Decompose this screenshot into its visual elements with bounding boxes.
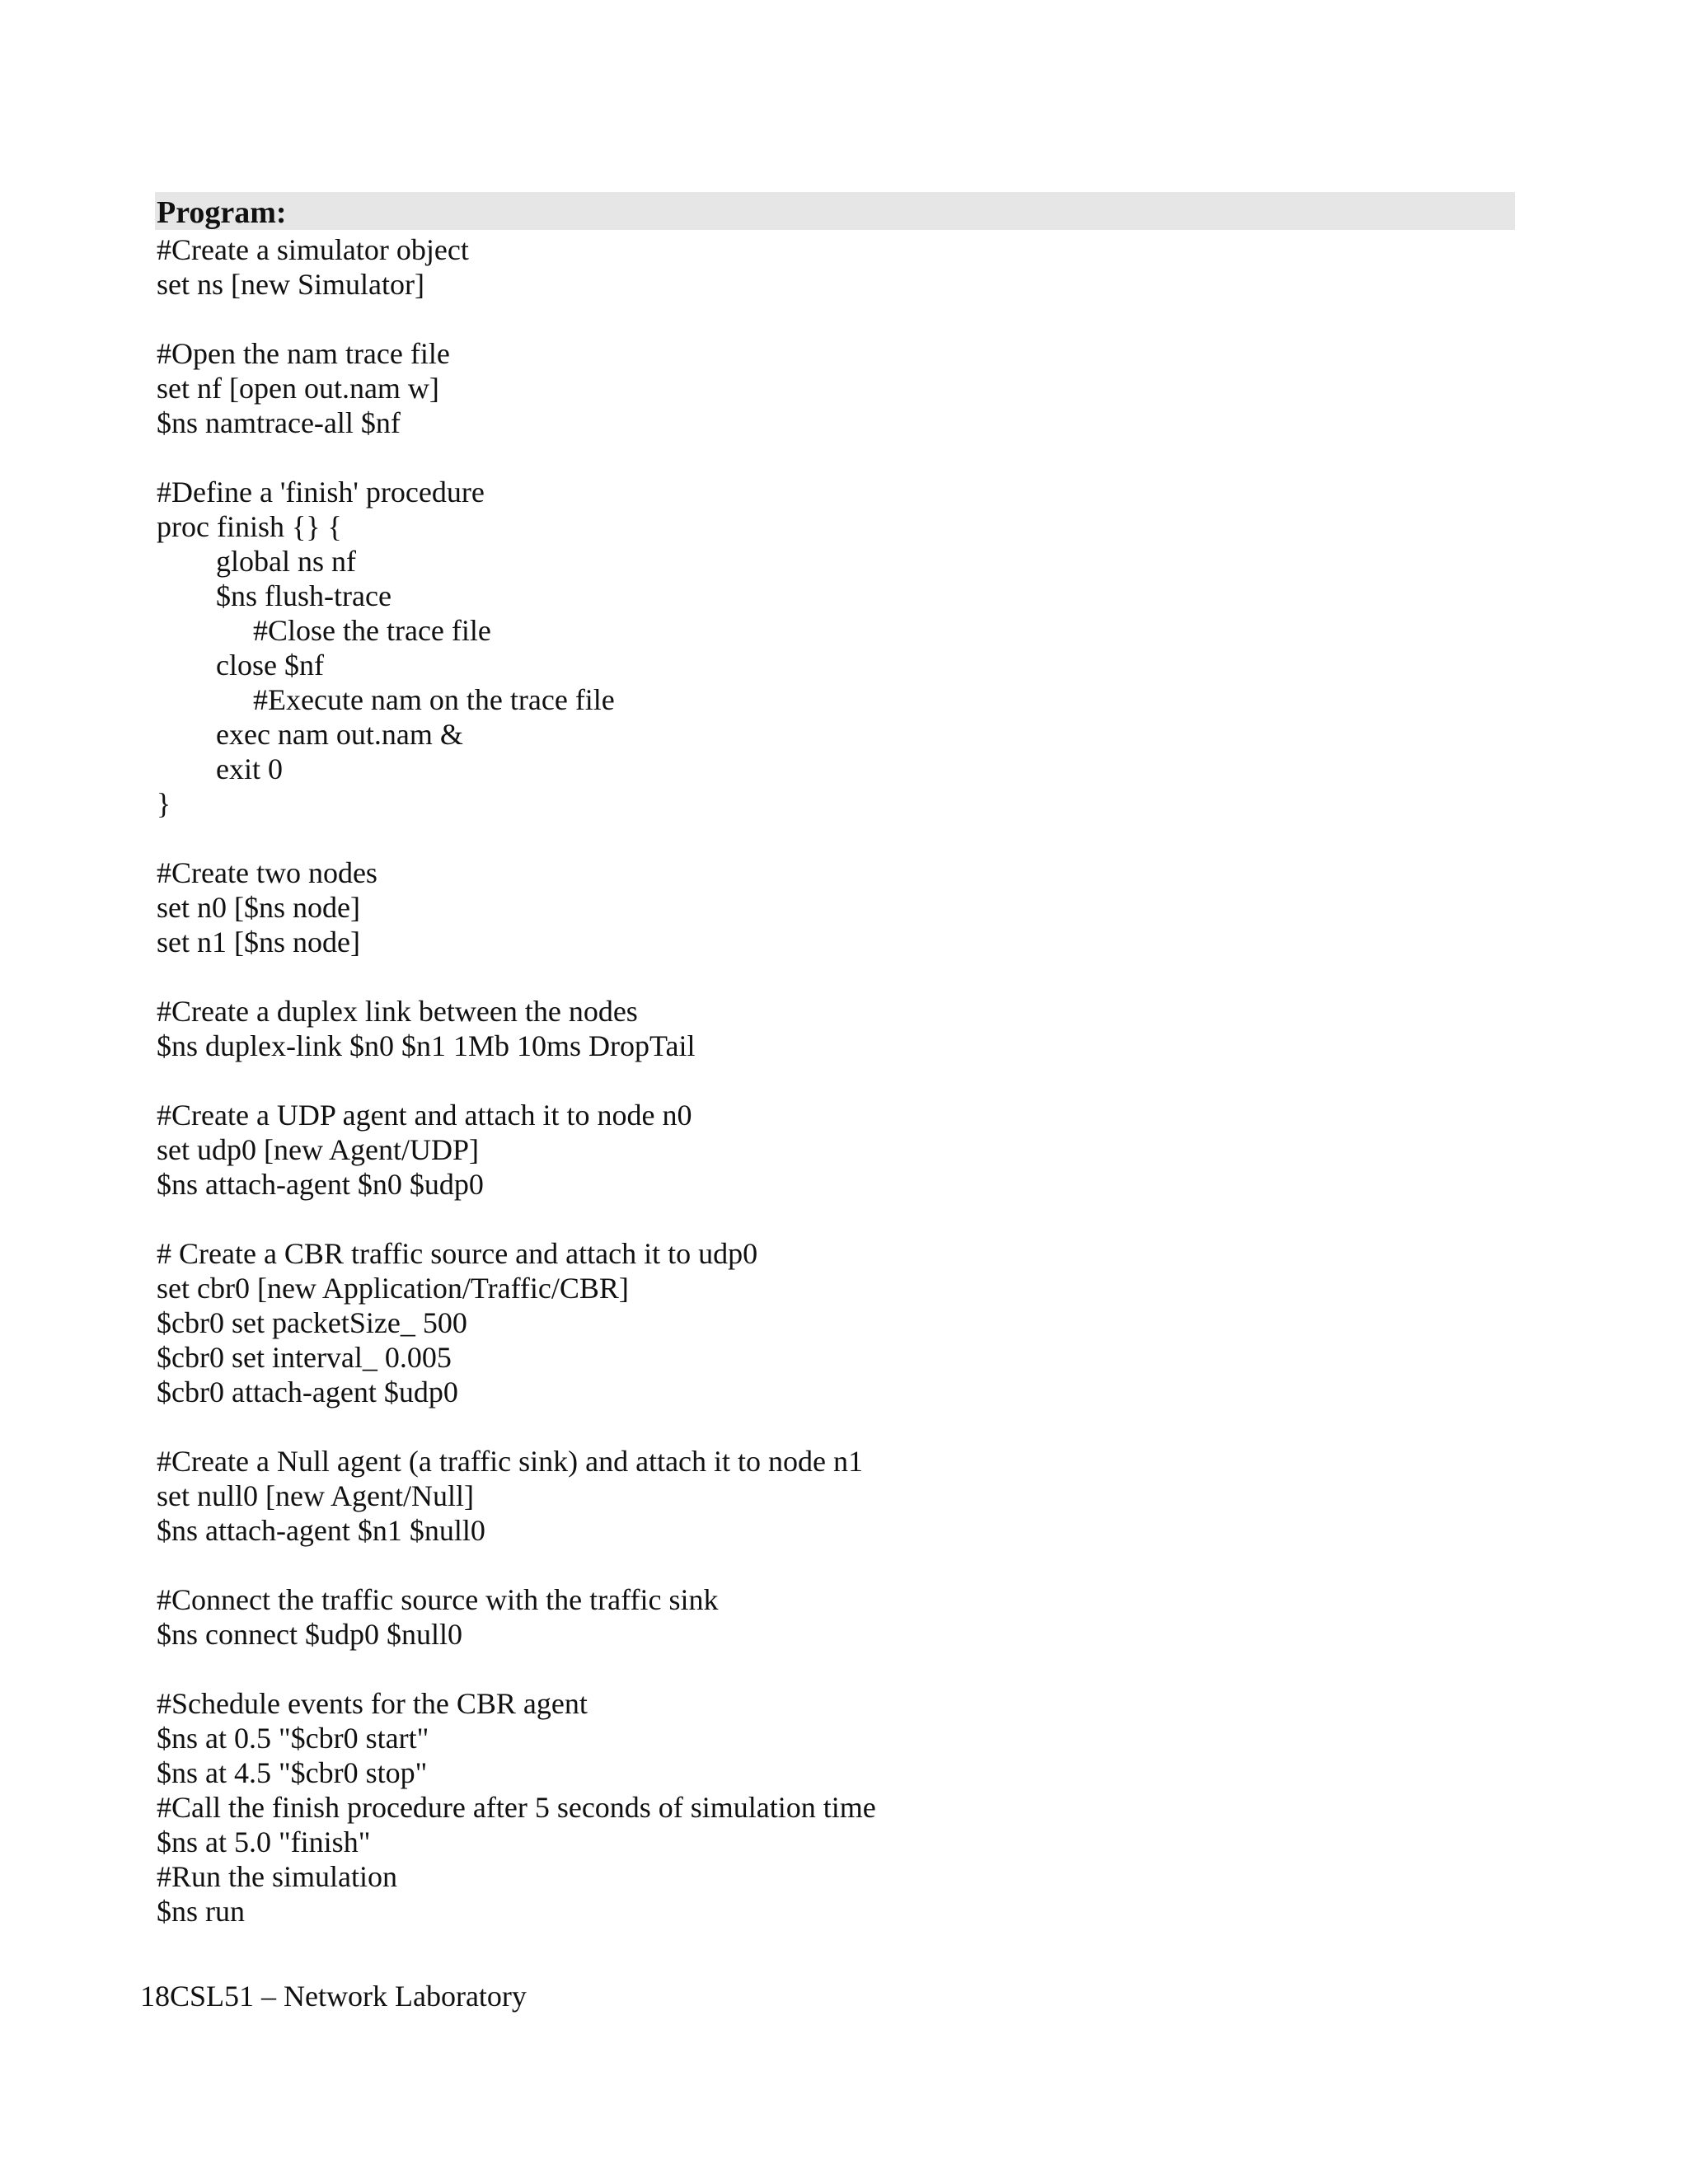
program-code-block [157, 232, 1475, 1929]
code-comment-line: #Define a 'finish' procedure [157, 476, 485, 509]
code-line: $ns at 0.5 "$cbr0 start" [157, 1722, 429, 1755]
blank-line [157, 1652, 1475, 1686]
code-line: close $nf [216, 649, 324, 682]
code-comment-line: #Create two nodes [157, 856, 377, 889]
blank-line [157, 959, 1475, 994]
heading-highlight-bar [155, 192, 1515, 230]
code-line: $ns connect $udp0 $null0 [157, 1618, 462, 1651]
blank-line [157, 1063, 1475, 1098]
code-line: set null0 [new Agent/Null] [157, 1479, 474, 1512]
code-line: set nf [open out.nam w] [157, 372, 439, 405]
code-comment-line: #Connect the traffic source with the traffic sink [157, 1583, 719, 1616]
page-footer: 18CSL51 – Network Laboratory [140, 1980, 527, 2013]
code-comment-line: #Close the trace file [253, 614, 491, 647]
blank-line [157, 1409, 1475, 1444]
code-line: $ns run [157, 1895, 245, 1928]
blank-line [157, 821, 1475, 855]
code-line: $cbr0 set packetSize_ 500 [157, 1306, 467, 1339]
blank-line [157, 302, 1475, 336]
code-line: $cbr0 attach-agent $udp0 [157, 1376, 458, 1408]
code-line: set ns [new Simulator] [157, 268, 424, 301]
code-line: $cbr0 set interval_ 0.005 [157, 1341, 452, 1374]
program-heading: Program: [157, 195, 287, 230]
code-comment-line: #Create a simulator object [157, 233, 469, 266]
code-comment-line: #Call the finish procedure after 5 seconds of simulation time [157, 1791, 876, 1824]
code-line: $ns attach-agent $n0 $udp0 [157, 1168, 484, 1201]
code-line: $ns at 5.0 "finish" [157, 1825, 371, 1858]
code-comment-line: #Create a UDP agent and attach it to node n0 [157, 1099, 692, 1132]
code-line: exec nam out.nam & [216, 718, 463, 751]
code-line: set udp0 [new Agent/UDP] [157, 1133, 479, 1166]
blank-line [157, 440, 1475, 475]
blank-line [157, 1548, 1475, 1582]
code-line: $ns flush-trace [216, 579, 392, 612]
code-line: set n0 [$ns node] [157, 891, 360, 924]
code-line: $ns duplex-link $n0 $n1 1Mb 10ms DropTail [157, 1029, 696, 1062]
code-comment-line: #Open the nam trace file [157, 337, 450, 370]
code-comment-line: # Create a CBR traffic source and attach it to udp0 [157, 1237, 758, 1270]
code-line: proc finish {} { [157, 510, 342, 543]
code-line: $ns namtrace-all $nf [157, 406, 401, 439]
code-line: exit 0 [216, 752, 283, 785]
code-line: set cbr0 [new Application/Traffic/CBR] [157, 1272, 629, 1305]
code-comment-line: #Create a Null agent (a traffic sink) and attach it to node n1 [157, 1445, 864, 1478]
blank-line [157, 1202, 1475, 1236]
code-comment-line: #Run the simulation [157, 1860, 397, 1893]
code-line: global ns nf [216, 545, 356, 578]
code-comment-line: #Execute nam on the trace file [253, 683, 615, 716]
code-line: set n1 [$ns node] [157, 926, 360, 958]
code-comment-line: #Schedule events for the CBR agent [157, 1687, 588, 1720]
code-line: $ns attach-agent $n1 $null0 [157, 1514, 485, 1547]
code-line: $ns at 4.5 "$cbr0 stop" [157, 1756, 428, 1789]
code-line: } [157, 787, 171, 820]
code-comment-line: #Create a duplex link between the nodes [157, 995, 638, 1028]
